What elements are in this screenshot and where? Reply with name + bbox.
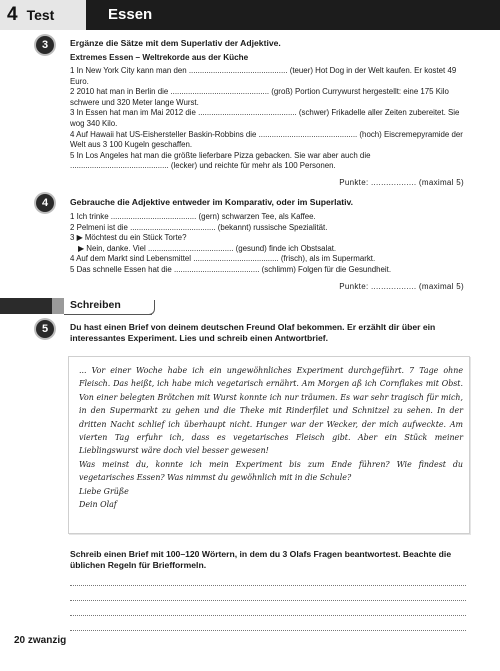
page-number: 20	[14, 635, 26, 646]
sentence-4: 4 Auf Hawaii hat US-Eishersteller Baskin-Robbins die ............................................. (hoch) Eiscremepyramide der Welt aus 3 100 Kugeln geschaffen.	[70, 129, 463, 150]
exercise4-points: Punkte: .................. (maximal 5)	[339, 282, 464, 291]
sentence-3: 3 ▶ Möchtest du ein Stück Torte?	[70, 233, 187, 243]
writing-line[interactable]	[70, 615, 466, 616]
sentence-2: 2 2010 hat man in Berlin die ............................................. (groß) Portion Currywurst hergestellt: eine 175 Kilo schwere und 320 Meter lange Wurst.	[70, 87, 449, 107]
page-footer	[14, 635, 66, 646]
sentence-1: 1 In New York City kann man den ............................................. (teuer) Hot Dog in der Welt kaufen. Er kostet 49 Euro.	[70, 66, 457, 86]
section-underline	[64, 314, 152, 315]
sentence-5: 5 Das schnelle Essen hat die ....................................... (schlimm) Folgen für die Gesundheit.	[70, 264, 392, 274]
exercise3-subtitle: Extremes Essen – Weltrekorde aus der Küche	[70, 53, 249, 62]
exercise3-sentences	[70, 66, 468, 172]
letter-greeting: Liebe Grüße	[79, 486, 129, 496]
letter-questions: Was meinst du, konnte ich mein Experiment bis zum Ende führen? Wie findest du vegetarisches Essen? Was nimmst du gewöhnlich mit in die Schule?	[79, 459, 463, 483]
letter-text	[79, 364, 463, 511]
sentence-5: 5 In Los Angeles hat man die größte lieferbare Pizza gebacken. Sie war aber auch die ............................................. (lecker) und reichte für mehr als 100 Personen.	[70, 150, 371, 171]
exercise4-sentences	[70, 212, 468, 276]
exercise5-instruction: Du hast einen Brief von deinem deutschen Freund Olaf bekommen. Er erzählt dir über ein interessantes Experiment. Lies und schreib einen Antwortbrief.	[70, 322, 436, 343]
exercise-number-3: 3	[36, 36, 54, 54]
exercise3-points: Punkte: .................. (maximal 5)	[339, 178, 464, 187]
unit-number: 4	[7, 4, 18, 25]
exercise4-instruction: Gebrauche die Adjektive entweder im Komparativ, oder im Superlativ.	[70, 197, 354, 207]
sentence-3-reply: ▶ Nein, danke. Viel ....................................... (gesund) finde ich Obstsalat.	[78, 243, 337, 253]
sentence-2: 2 Pelmeni ist die ....................................... (bekannt) russische Spezialität.	[70, 222, 328, 232]
writing-line[interactable]	[70, 600, 466, 601]
writing-line[interactable]	[70, 585, 466, 586]
writing-line[interactable]	[70, 630, 466, 631]
exercise5-task: Schreib einen Brief mit 100–120 Wörtern, in dem du 3 Olafs Fragen beantwortest. Beachte die üblichen Regeln für Briefformeln.	[70, 549, 452, 570]
section-bar-accent	[52, 298, 64, 314]
page-word: zwanzig	[27, 635, 67, 646]
sentence-1: 1 Ich trinke ....................................... (gern) schwarzen Tee, als Kaffee.	[70, 212, 316, 221]
page-title: Essen	[108, 6, 153, 23]
section-curve	[148, 300, 155, 315]
letter-body: ... Vor einer Woche habe ich ein ungewöhnliches Experiment durchgeführt. 7 Tage ohne Fleisch. Das heißt, ich habe mich vegetarisch ernährt. Am Morgen aß ich Cornflakes mit Obst. Von einer belegten Brötchen mit Wurst konnte ich nur träumen. Es war sehr tragisch für mich, in den Supermarkt zu gehen und die Theke mit Rinderfilet und Schnitzel zu sehen. In der dritten Nacht schlief ich überhaupt nicht. Hunger war der Wecker, der mich aufweckte. Am vierten Tag erfuhr ich, dass es vegetarisches Fleisch gibt. Aber ein Stück meiner Lieblingswurst wäre doch viel besser gewesen!	[79, 366, 463, 456]
unit-badge	[0, 0, 86, 30]
sentence-4: 4 Auf dem Markt sind Lebensmittel ....................................... (frisch), als im Supermarkt.	[70, 254, 376, 264]
section-title: Schreiben	[70, 299, 121, 311]
letter-signature: Dein Olaf	[79, 500, 117, 510]
sentence-3: 3 In Essen hat man im Mai 2012 die ............................................. (schwer) Frikadelle aller Zeiten zubereitet. Sie wog 340 Kilo.	[70, 108, 460, 128]
exercise-number-4: 4	[36, 194, 54, 212]
exercise3-instruction: Ergänze die Sätze mit dem Superlativ der Adjektive.	[70, 38, 281, 48]
test-label: Test	[26, 7, 55, 23]
exercise-number-5: 5	[36, 320, 54, 338]
